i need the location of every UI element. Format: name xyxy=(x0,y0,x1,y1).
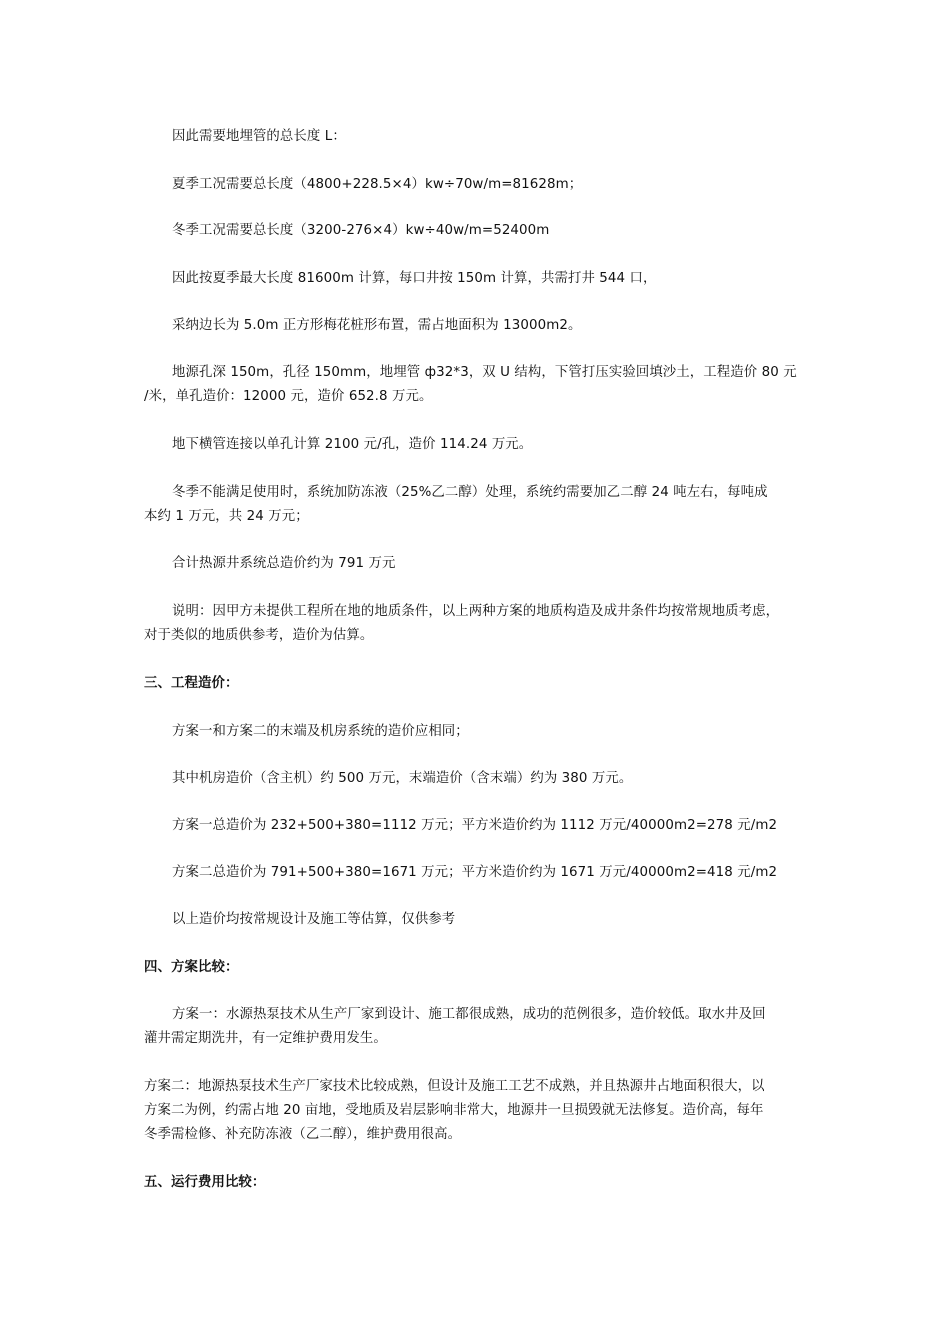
paragraph-total-length-intro: 因此需要地埋管的总长度 L： xyxy=(172,129,346,144)
paragraph-note: 说明：因甲方未提供工程所在地的地质条件，以上两种方案的地质构造及成井条件均按常规地质考虑， xyxy=(172,604,780,619)
paragraph-borehole-spec: 地源孔深 150m，孔径 150mm，地埋管 ф32*3，双 U 结构，下管打压实验回填沙土，工程造价 80 元 xyxy=(172,365,797,380)
paragraph-same-cost: 方案一和方案二的末端及机房系统的造价应相同； xyxy=(172,724,469,739)
paragraph-plant-room-cost: 其中机房造价（含主机）约 500 万元，末端造价（含末端）约为 380 万元。 xyxy=(172,771,633,786)
paragraph-plan2-compare: 方案二：地源热泵技术生产厂家技术比较成熟，但设计及施工工艺不成熟，并且热源井占地面积很大，以 xyxy=(144,1079,765,1094)
paragraph-plan1-compare: 方案一：水源热泵技术从生产厂家到设计、施工都很成熟，成功的范例很多，造价较低。取水井及回 xyxy=(172,1007,766,1022)
paragraph-plan2-total: 方案二总造价为 791+500+380=1671 万元；平方米造价约为 1671 万元/40000m2=418 元/m2 xyxy=(172,865,778,880)
paragraph-well-count: 因此按夏季最大长度 81600m 计算，每口井按 150m 计算，共需打井 544 口， xyxy=(172,271,657,286)
paragraph-summer-length: 夏季工况需要总长度（4800+228.5×4）kw÷70w/m=81628m； xyxy=(172,177,583,192)
paragraph-land-area: 采纳边长为 5.0m 正方形梅花桩形布置，需占地面积为 13000m2。 xyxy=(172,318,582,333)
section-heading-comparison: 四、方案比较： xyxy=(144,960,239,975)
section-heading-cost: 三、工程造价： xyxy=(144,676,239,691)
paragraph-antifreeze-cont: 本约 1 万元，共 24 万元； xyxy=(144,509,309,524)
paragraph-note-cont: 对于类似的地质供参考，造价为估算。 xyxy=(144,628,374,643)
paragraph-horizontal-pipe: 地下横管连接以单孔计算 2100 元/孔，造价 114.24 万元。 xyxy=(172,437,533,452)
paragraph-plan1-total: 方案一总造价为 232+500+380=1112 万元；平方米造价约为 1112 万元/40000m2=278 元/m2 xyxy=(172,818,778,833)
paragraph-estimate-note: 以上造价均按常规设计及施工等估算，仅供参考 xyxy=(172,912,456,927)
paragraph-total-well-cost: 合计热源井系统总造价约为 791 万元 xyxy=(172,556,396,571)
paragraph-plan2-compare-cont: 方案二为例，约需占地 20 亩地，受地质及岩层影响非常大，地源井一旦损毁就无法修复。造价高，每年 xyxy=(144,1103,764,1118)
paragraph-plan1-compare-cont: 灌井需定期洗井，有一定维护费用发生。 xyxy=(144,1031,387,1046)
paragraph-antifreeze: 冬季不能满足使用时，系统加防冻液（25%乙二醇）处理，系统约需要加乙二醇 24 吨左右，每吨成 xyxy=(172,485,768,500)
paragraph-winter-length: 冬季工况需要总长度（3200-276×4）kw÷40w/m=52400m xyxy=(172,223,550,238)
paragraph-plan2-compare-cont2: 冬季需检修、补充防冻液（乙二醇），维护费用很高。 xyxy=(144,1127,462,1142)
paragraph-borehole-spec-cont: /米，单孔造价：12000 元，造价 652.8 万元。 xyxy=(144,389,433,404)
section-heading-operating-cost: 五、运行费用比较： xyxy=(144,1175,266,1190)
